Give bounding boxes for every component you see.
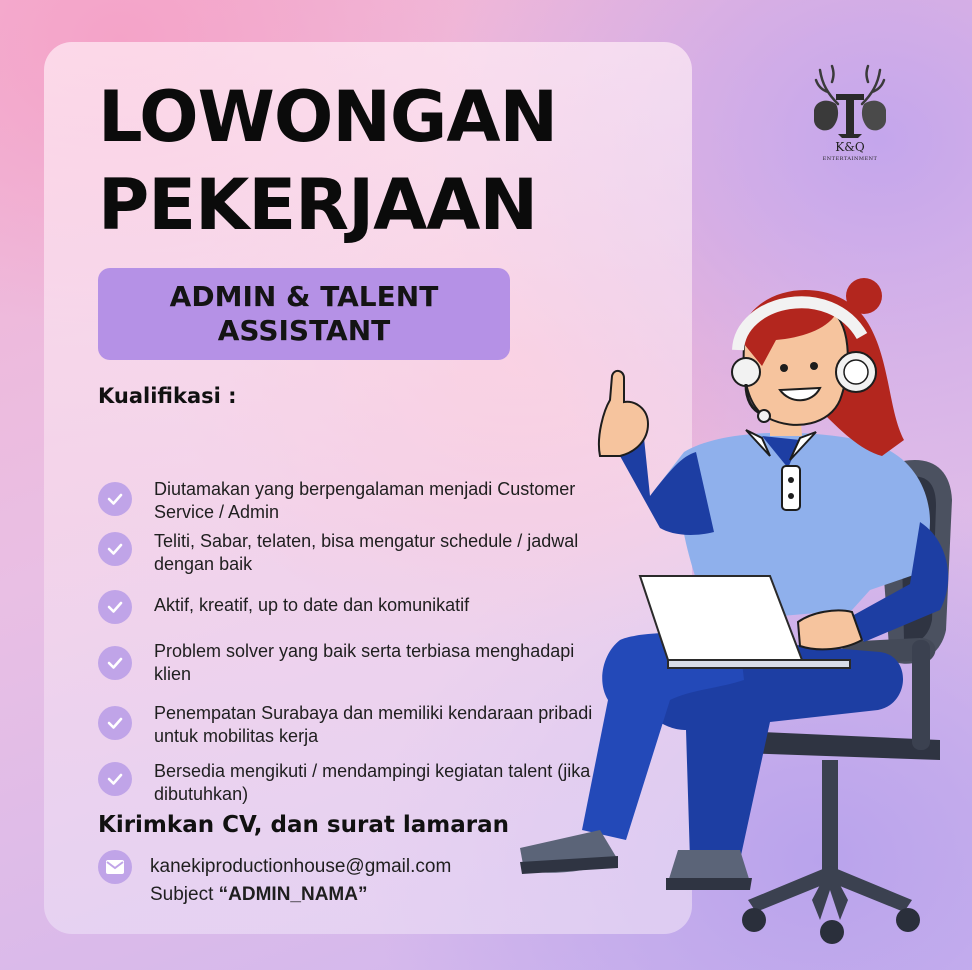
- position-badge: [98, 268, 510, 360]
- check-icon: [98, 706, 132, 740]
- qualifications-heading: Kualifikasi :: [98, 384, 237, 408]
- title-line-1: LOWONGAN: [98, 76, 558, 158]
- subject-value: “ADMIN_NAMA”: [218, 884, 368, 905]
- kq-logo: [808, 64, 892, 174]
- apply-heading: Kirimkan CV, dan surat lamaran: [98, 812, 509, 838]
- check-icon: [98, 762, 132, 796]
- check-icon: [98, 590, 132, 624]
- qualification-text: Penempatan Surabaya dan memiliki kendaraan pribadi untuk mobilitas kerja: [154, 703, 593, 746]
- qualification-text: Bersedia mengikuti / mendampingi kegiatan talent (jika dibutuhkan): [154, 761, 591, 804]
- title-line-2: PEKERJAAN: [98, 164, 538, 246]
- position-label: ADMIN & TALENT ASSISTANT: [169, 280, 439, 347]
- logo-subtitle: ENTERTAINMENT: [822, 156, 878, 162]
- antler-tree-icon: [808, 64, 892, 140]
- qualification-text: Diutamakan yang berpengalaman menjadi Customer Service / Admin: [154, 479, 576, 522]
- mail-icon: [98, 850, 132, 884]
- check-icon: [98, 532, 132, 566]
- qualification-text: Teliti, Sabar, telaten, bisa mengatur schedule / jadwal dengan baik: [154, 531, 579, 574]
- customer-service-woman-illustration: [500, 260, 972, 960]
- email-address[interactable]: kanekiproductionhouse@gmail.com: [150, 856, 452, 877]
- logo-name: K&Q: [835, 140, 865, 154]
- qualification-text: Aktif, kreatif, up to date dan komunikatif: [154, 595, 470, 615]
- qualification-text: Problem solver yang baik serta terbiasa menghadapi klien: [154, 641, 575, 684]
- check-icon: [98, 646, 132, 680]
- email-subject: [150, 884, 367, 906]
- subject-label: Subject: [150, 884, 214, 905]
- check-icon: [98, 482, 132, 516]
